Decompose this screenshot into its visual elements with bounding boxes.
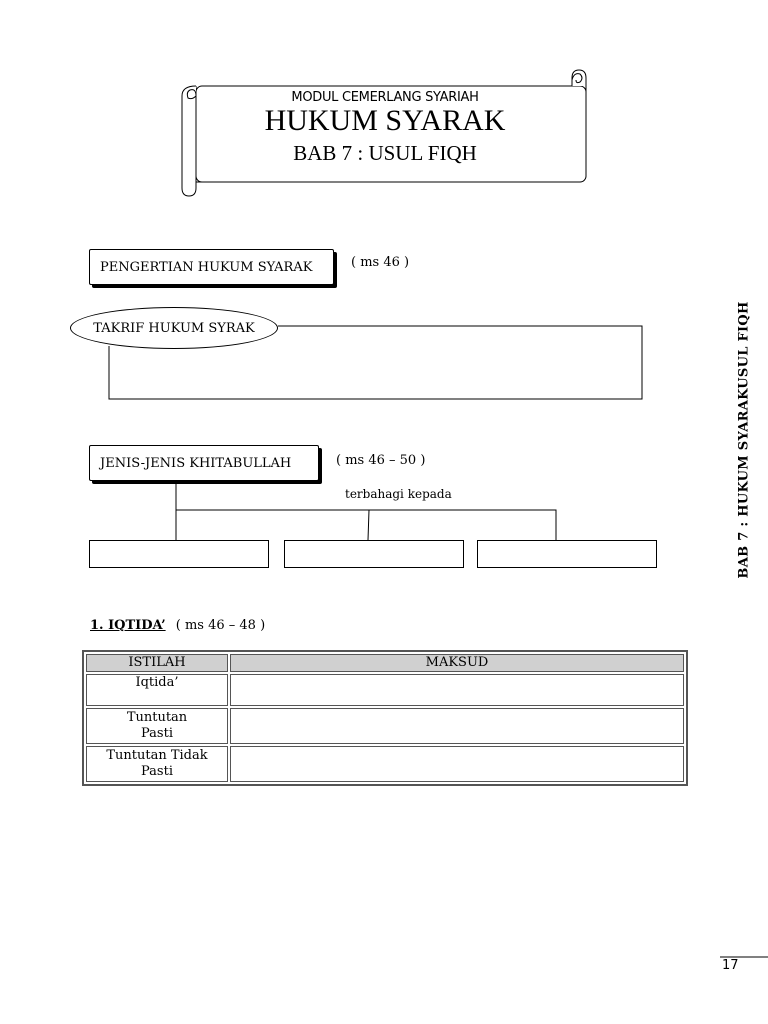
istilah-line: Tuntutan: [126, 710, 188, 725]
iqtida-heading-row: [90, 618, 265, 633]
page-number: 17: [722, 958, 739, 973]
istilah-line: Pasti: [141, 764, 173, 779]
jenis-answer-box-3[interactable]: [477, 540, 657, 568]
jenis-answer-box-2[interactable]: [284, 540, 464, 568]
jenis-label: JENIS-JENIS KHITABULLAH: [100, 455, 292, 471]
takrif-ellipse: [70, 307, 278, 349]
iqtida-table: [82, 650, 688, 786]
jenis-page-ref: ( ms 46 – 50 ): [336, 453, 426, 468]
maksud-cell[interactable]: [230, 708, 684, 744]
istilah-cell: [86, 708, 228, 744]
jenis-box: [89, 445, 319, 481]
istilah-line: Tuntutan Tidak: [106, 748, 208, 763]
istilah-cell: [86, 746, 228, 782]
table-header-row: [86, 654, 684, 672]
istilah-line: Iqtida’: [135, 675, 179, 690]
takrif-label: TAKRIF HUKUM SYRAK: [93, 320, 255, 336]
header-maksud: MAKSUD: [230, 654, 684, 672]
maksud-cell[interactable]: [230, 674, 684, 706]
pengertian-box: [89, 249, 334, 285]
iqtida-heading: 1. IQTIDA’: [90, 618, 166, 633]
iqtida-page-ref: ( ms 46 – 48 ): [175, 618, 266, 633]
table-row: [86, 746, 684, 782]
scroll-right-roll: [572, 70, 586, 86]
istilah-cell: [86, 674, 228, 706]
maksud-cell[interactable]: [230, 746, 684, 782]
module-name: MODUL CEMERLANG SYARIAH: [291, 90, 479, 105]
header-istilah: ISTILAH: [86, 654, 228, 672]
pengertian-label: PENGERTIAN HUKUM SYARAK: [100, 259, 313, 275]
table-row: [86, 708, 684, 744]
istilah-line: Pasti: [141, 726, 173, 741]
chapter-subtitle: BAB 7 : USUL FIQH: [293, 141, 477, 165]
jenis-answer-box-1[interactable]: [89, 540, 269, 568]
pengertian-page-ref: ( ms 46 ): [351, 255, 410, 270]
scroll-left-roll: [182, 86, 196, 196]
side-chapter-title: BAB 7 : HUKUM SYARAKUSUL FIQH: [736, 301, 752, 579]
page-title: HUKUM SYARAK: [264, 104, 506, 137]
table-row: [86, 674, 684, 706]
connector-label: terbahagi kepada: [345, 487, 452, 501]
